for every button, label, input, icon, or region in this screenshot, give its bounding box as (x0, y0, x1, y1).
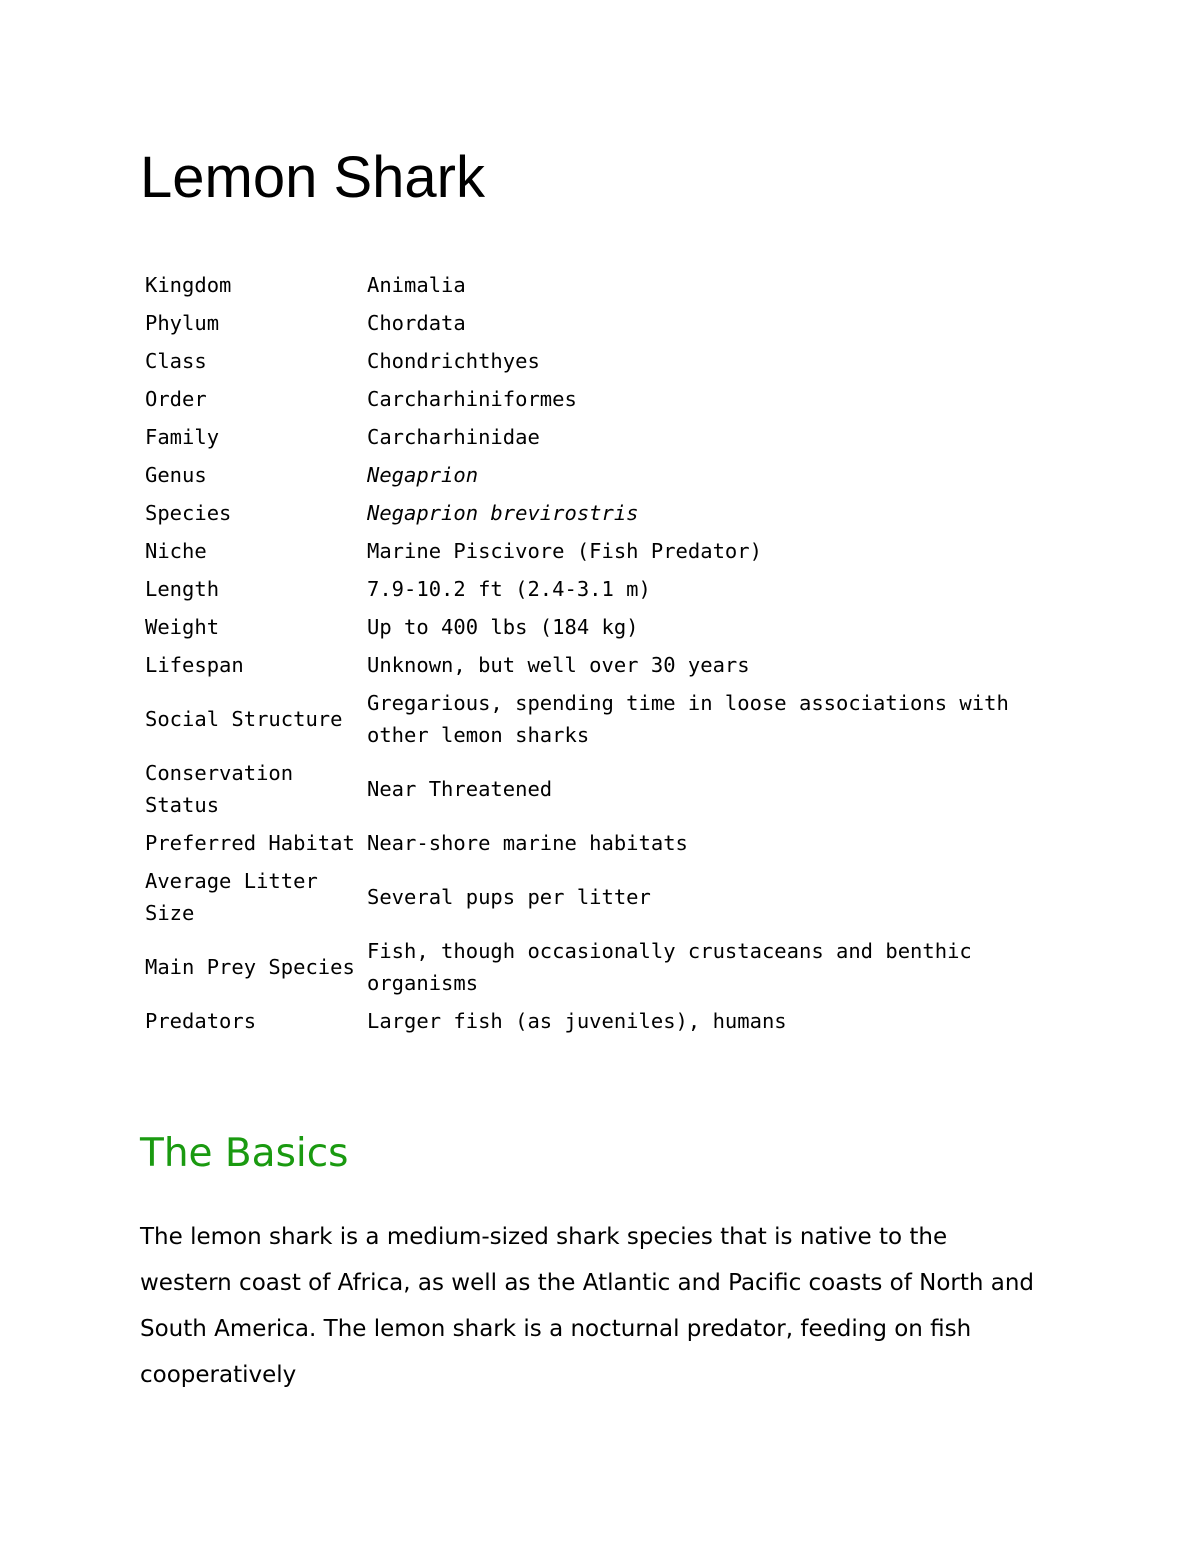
basics-paragraph: The lemon shark is a medium-sized shark species that is native to the western coast of Africa, as well as the Atlantic and Pacific coasts of North and South America. The lemon shark is a nocturnal predator, feeding on fish cooperatively (140, 1224, 1035, 1388)
row-value: Animalia (367, 273, 466, 297)
row-value: Several pups per litter (367, 885, 651, 909)
row-value: Negaprion (367, 463, 479, 487)
row-label: Phylum (145, 311, 220, 335)
row-value: 7.9-10.2 ft (2.4-3.1 m) (367, 577, 651, 601)
row-value: Gregarious, spending time in loose associations with other lemon sharks (367, 691, 1009, 747)
table-row (145, 456, 1057, 494)
row-value: Larger fish (as juveniles), humans (367, 1009, 787, 1033)
taxonomy-table (145, 266, 1057, 1040)
table-row (145, 754, 1057, 824)
row-value: Fish, though occasionally crustaceans and benthic organisms (367, 939, 972, 995)
row-label: Social Structure (145, 707, 343, 731)
table-row (145, 494, 1057, 532)
taxonomy-table-body (145, 266, 1057, 1040)
table-row (145, 862, 1057, 932)
row-value: Near Threatened (367, 777, 553, 801)
row-label: Niche (145, 539, 207, 563)
row-label: Genus (145, 463, 207, 487)
row-value: Carcharhinidae (367, 425, 540, 449)
table-row (145, 824, 1057, 862)
row-value: Carcharhiniformes (367, 387, 577, 411)
row-value: Near-shore marine habitats (367, 831, 688, 855)
table-row (145, 342, 1057, 380)
row-value: Chordata (367, 311, 466, 335)
section-heading-basics: The Basics (140, 1131, 349, 1176)
row-label: Main Prey Species (145, 955, 355, 979)
table-row (145, 1002, 1057, 1040)
row-label: Preferred Habitat (145, 831, 355, 855)
row-label: Order (145, 387, 207, 411)
table-row (145, 532, 1057, 570)
row-label: Kingdom (145, 273, 232, 297)
row-value: Negaprion brevirostris (367, 501, 639, 525)
table-row (145, 684, 1057, 754)
row-label: Family (145, 425, 220, 449)
table-row (145, 418, 1057, 456)
table-row (145, 646, 1057, 684)
table-row (145, 570, 1057, 608)
row-label: Predators (145, 1009, 257, 1033)
row-value: Marine Piscivore (Fish Predator) (367, 539, 762, 563)
table-row (145, 608, 1057, 646)
table-row (145, 304, 1057, 342)
table-row (145, 932, 1057, 1002)
page-title: Lemon Shark (140, 145, 485, 210)
table-row (145, 266, 1057, 304)
row-label: Conservation Status (145, 761, 294, 817)
row-label: Average Litter Size (145, 869, 318, 925)
row-value: Chondrichthyes (367, 349, 540, 373)
row-label: Species (145, 501, 232, 525)
row-value: Up to 400 lbs (184 kg) (367, 615, 639, 639)
row-value: Unknown, but well over 30 years (367, 653, 750, 677)
row-label: Lifespan (145, 653, 244, 677)
row-label: Weight (145, 615, 220, 639)
row-label: Length (145, 577, 220, 601)
table-row (145, 380, 1057, 418)
row-label: Class (145, 349, 207, 373)
